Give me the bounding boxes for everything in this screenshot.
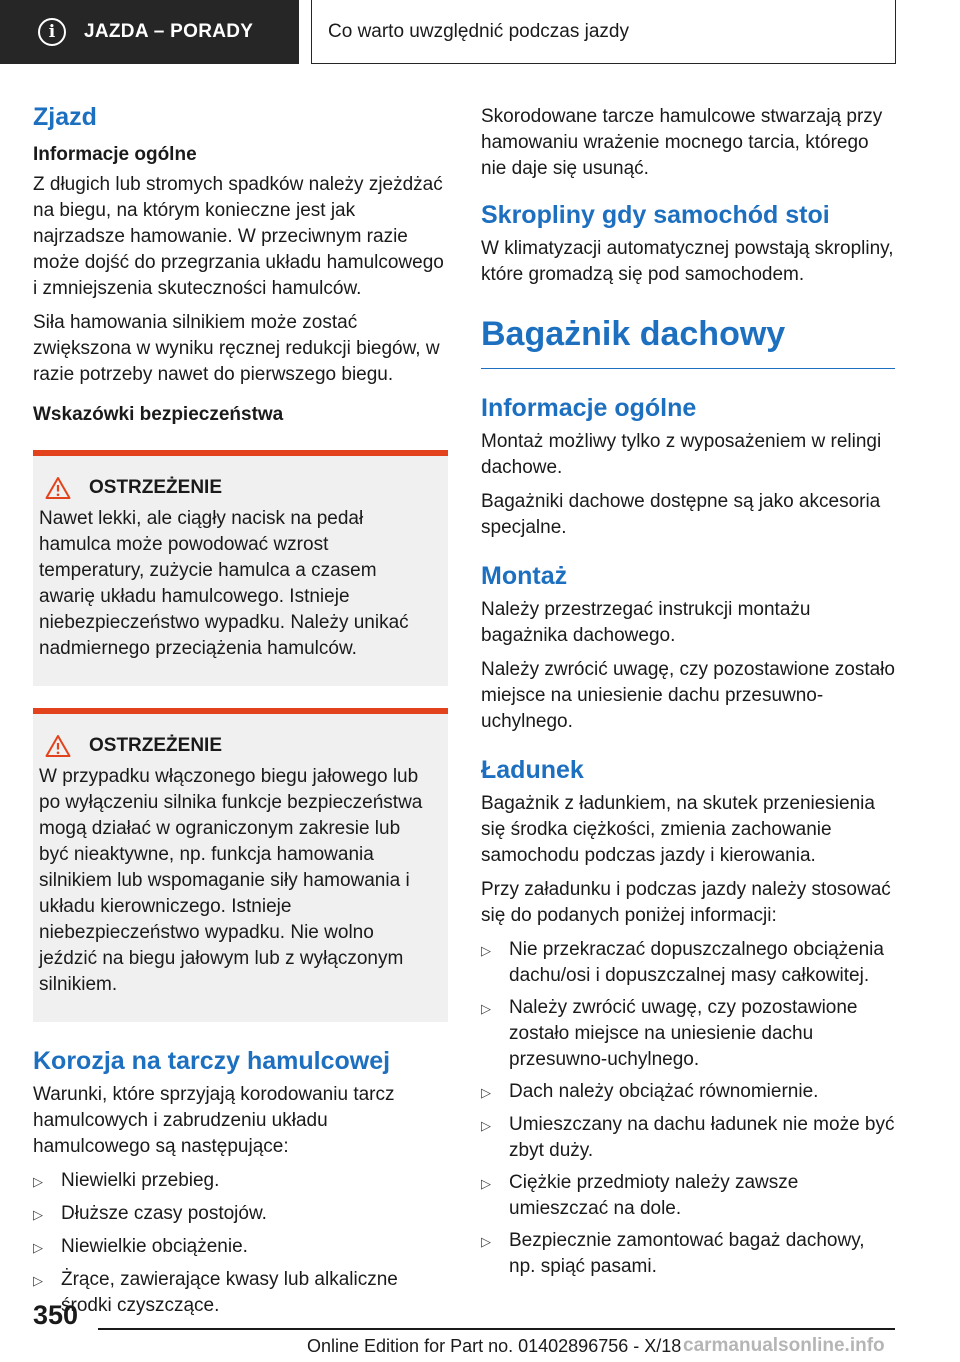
warning-text: W przypadku włączonego biegu jałowego lub po wyłączeniu silnika funkcje bezpieczeństwa mogą działać w ograniczonym zakresie lub być nieaktywne, np. funkcja hamowania silnikiem lub wspomaganie siły hamowania i układu kierowniczego. Istnieje niebezpieczeństwo wypadku. Nie wolno jeździć na biegu jałowym lub z wyłączonym silnikiem. [39, 766, 423, 995]
warning-text: Nawet lekki, ale ciągły nacisk na pedał hamulca może powodować wzrost temperatury, zużycie hamulca a czasem awarię układu hamulcowego. Istnieje niebezpieczeństwo wypadku. Należy unikać nadmiernego przeciążenia hamulców. [39, 508, 409, 659]
list-item: ▷ Bezpiecznie zamontować bagaż dachowy, np. spiąć pasami. [481, 1228, 895, 1280]
paragraph: Bagażnik z ładunkiem, na skutek przeniesienia się środka ciężkości, zmienia zachowanie samochodu podczas jazdy i kierowania. [481, 793, 875, 866]
topic-tab [311, 0, 896, 64]
paragraph: Montaż możliwy tylko z wyposażeniem w relingi dachowe. [481, 431, 882, 478]
list-item: ▷ Umieszczany na dachu ładunek nie może być zbyt duży. [481, 1112, 895, 1164]
paragraph: Z długich lub stromych spadków należy zjeżdżać na biegu, na którym konieczne jest jak najrzadsze hamowanie. W przeciwnym razie może dojść do przegrzania układu hamulcowego i zmniejszenia skuteczności hamulców. [33, 174, 444, 299]
warning-box [33, 450, 448, 686]
subheading-general: Informacje ogólne [33, 144, 197, 165]
warning-triangle-icon [45, 476, 71, 500]
list-item: ▷ Dłuższe czasy postojów. [33, 1201, 448, 1228]
heading-roof-rack: Bagażnik dachowy [481, 312, 895, 369]
left-column [33, 100, 448, 1319]
bullet-triangle-icon: ▷ [33, 1240, 43, 1255]
bullet-triangle-icon: ▷ [481, 943, 491, 958]
load-list [481, 937, 895, 1280]
list-item: ▷ Należy zwrócić uwagę, czy pozostawione zostało miejsce na uniesienie dachu przesuwno-uchylnego. [481, 995, 895, 1073]
list-item: ▷ Niewielki przebieg. [33, 1168, 448, 1195]
watermark: carmanualsonline.info [683, 1335, 885, 1356]
paragraph: Siła hamowania silnikiem może zostać zwiększona w wyniku ręcznej redukcji biegów, w razie potrzeby nawet do pierwszego biegu. [33, 312, 440, 385]
bullet-triangle-icon: ▷ [481, 1176, 491, 1191]
section-tab [0, 0, 299, 64]
paragraph: Warunki, które sprzyjają korodowaniu tarcz hamulcowych i zabrudzeniu układu hamulcowego są następujące: [33, 1084, 395, 1157]
page-header [0, 0, 960, 66]
topic-label: Co warto uwzględnić podczas jazdy [328, 20, 629, 42]
bullet-triangle-icon: ▷ [481, 1118, 491, 1133]
paragraph: Bagażniki dachowe dostępne są jako akcesoria specjalne. [481, 491, 881, 538]
footer-divider [98, 1328, 895, 1330]
subheading-safety: Wskazówki bezpieczeństwa [33, 404, 284, 425]
heading-corrosion: Korozja na tarczy hamulcowej [33, 1047, 391, 1075]
section-label: JAZDA – PORADY [84, 21, 254, 42]
info-icon: i [38, 18, 66, 46]
heading-descent: Zjazd [33, 103, 97, 131]
warning-title: OSTRZEŻENIE [89, 735, 223, 756]
bullet-triangle-icon: ▷ [481, 1001, 491, 1016]
paragraph: Skorodowane tarcze hamulcowe stwarzają przy hamowaniu wrażenie mocnego tarcia, którego nie daje się usunąć. [481, 106, 883, 179]
paragraph: W klimatyzacji automatycznej powstają skropliny, które gromadzą się pod samochodem. [481, 238, 894, 285]
bullet-triangle-icon: ▷ [481, 1234, 491, 1249]
warning-box [33, 708, 448, 1022]
heading-general-info: Informacje ogólne [481, 394, 697, 422]
heading-condensate: Skropliny gdy samochód stoi [481, 201, 830, 229]
warning-triangle-icon [45, 734, 71, 758]
warning-header [45, 734, 434, 758]
edition-note: Online Edition for Part no. 01402896756 - X/18 [307, 1336, 682, 1356]
corrosion-list [33, 1168, 448, 1319]
paragraph: Należy przestrzegać instrukcji montażu bagażnika dachowego. [481, 599, 811, 646]
warning-title: OSTRZEŻENIE [89, 477, 223, 498]
bullet-triangle-icon: ▷ [33, 1207, 43, 1222]
list-item: ▷ Dach należy obciążać równomiernie. [481, 1079, 895, 1106]
paragraph: Przy załadunku i podczas jazdy należy stosować się do podanych poniżej informacji: [481, 879, 891, 926]
list-item: ▷ Nie przekraczać dopuszczalnego obciążenia dachu/osi i dopuszczalnej masy całkowitej. [481, 937, 895, 989]
warning-header [45, 476, 434, 500]
bullet-triangle-icon: ▷ [33, 1273, 43, 1288]
heading-load: Ładunek [481, 756, 584, 784]
paragraph: Należy zwrócić uwagę, czy pozostawione zostało miejsce na uniesienie dachu przesuwno-uchylnego. [481, 659, 895, 732]
list-item: ▷ Ciężkie przedmioty należy zawsze umieszczać na dole. [481, 1170, 895, 1222]
heading-mounting: Montaż [481, 562, 568, 590]
bullet-triangle-icon: ▷ [481, 1085, 491, 1100]
bullet-triangle-icon: ▷ [33, 1174, 43, 1189]
right-column [481, 100, 895, 1280]
page-number: 350 [33, 1300, 79, 1330]
list-item: ▷ Żrące, zawierające kwasy lub alkaliczne środki czyszczące. [33, 1267, 448, 1319]
list-item: ▷ Niewielkie obciążenie. [33, 1234, 448, 1261]
